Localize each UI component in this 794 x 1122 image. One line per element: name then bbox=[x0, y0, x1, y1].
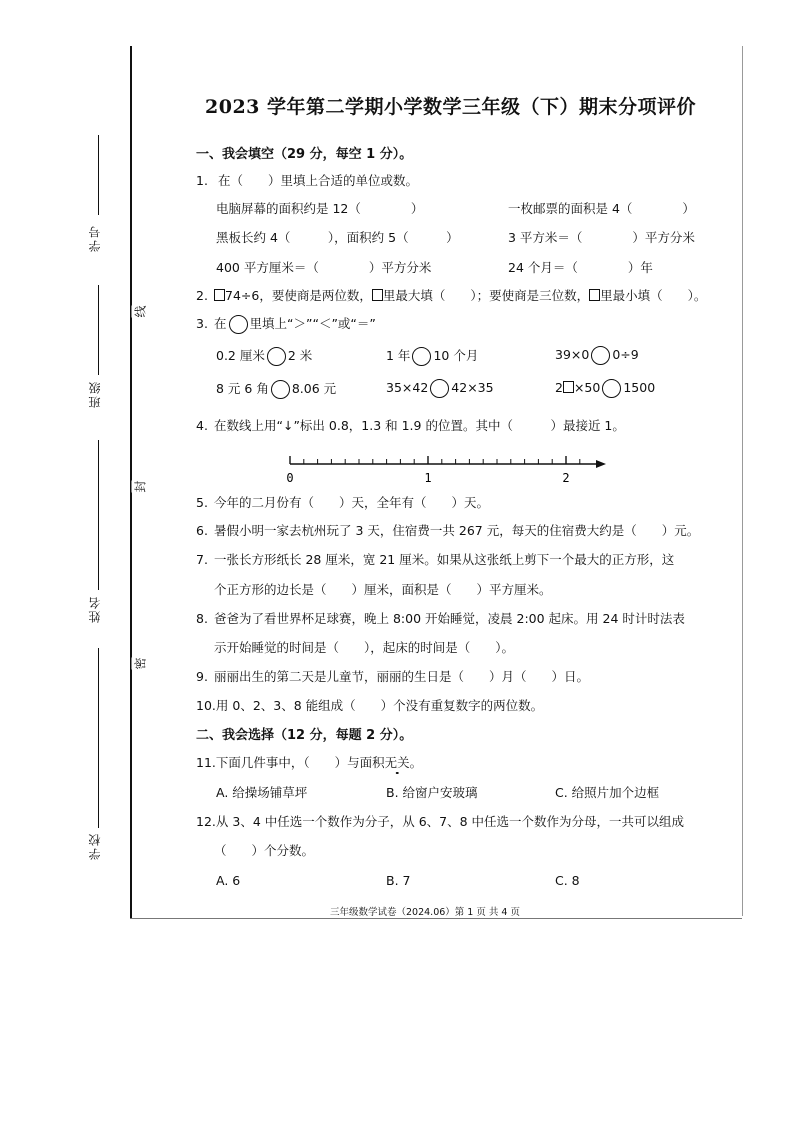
q4-text: 在数线上用“↓”标出 0.8，1.3 和 1.9 的位置。其中（ ）最接近 1。 bbox=[214, 418, 625, 433]
student-id-label: 学号 bbox=[88, 224, 102, 252]
q1-row1-left: 电脑屏幕的面积约是 12（ ） bbox=[216, 201, 424, 216]
section-2-heading: 二、我会选择（12 分，每题 2 分）。 bbox=[196, 728, 413, 743]
class-label: 班级 bbox=[88, 380, 102, 408]
q11-part3: 。 bbox=[409, 755, 423, 770]
q3-part2: 里填上“＞”“＜”或“＝” bbox=[249, 316, 376, 331]
q1-row1-right: 一枚邮票的面积是 4（ ） bbox=[508, 201, 695, 216]
name-blank bbox=[98, 440, 99, 590]
q2-part3: 里最小填（ ）。 bbox=[600, 288, 707, 303]
q3-stem bbox=[196, 314, 376, 334]
tick-label-0: 0 bbox=[286, 471, 294, 485]
q1-row2-right: 3 平方米＝（ ）平方分米 bbox=[508, 230, 695, 245]
q12-line2: （ ）个分数。 bbox=[214, 843, 315, 858]
q1-number: 1. bbox=[196, 173, 208, 188]
page-right-edge bbox=[742, 46, 743, 916]
q3-item-d: 8 元 6 角 8.06 元 bbox=[216, 379, 336, 399]
blank-box-icon bbox=[372, 289, 383, 301]
q11-option-b: B. 给窗户安玻璃 bbox=[386, 785, 478, 800]
q3-item-b: 1 年 10 个月 bbox=[386, 346, 478, 366]
q1-row2-left: 黑板长约 4（ ），面积约 5（ ） bbox=[216, 230, 459, 245]
q7-number: 7. bbox=[196, 552, 208, 567]
q7-line2: 个正方形的边长是（ ）厘米，面积是（ ）平方厘米。 bbox=[214, 582, 552, 597]
blank-box-icon bbox=[563, 381, 574, 393]
q11-number: 11. bbox=[196, 755, 216, 770]
q9 bbox=[196, 667, 589, 685]
q4-stem bbox=[196, 416, 625, 434]
q5 bbox=[196, 493, 489, 511]
q12-option-b: B. 7 bbox=[386, 873, 411, 888]
seal-feng: 封 bbox=[133, 480, 148, 493]
compare-circle-icon bbox=[591, 346, 610, 365]
q11-part1: 下面几件事中，（ ）与面积 bbox=[215, 755, 385, 770]
q12-option-a: A. 6 bbox=[216, 873, 241, 888]
q11 bbox=[196, 753, 422, 771]
name-label: 姓名 bbox=[88, 595, 102, 623]
number-line bbox=[280, 450, 610, 486]
q3-item-e: 35×42 42×35 bbox=[386, 379, 494, 398]
q11-emphasis: 无关 bbox=[384, 755, 410, 770]
seal-xian: 线 bbox=[133, 305, 148, 318]
q4-number: 4. bbox=[196, 418, 208, 433]
seal-mi: 密 bbox=[133, 657, 148, 670]
q2-number: 2. bbox=[196, 288, 208, 303]
q1-text: 在（ ）里填上合适的单位或数。 bbox=[217, 173, 418, 188]
q9-text: 丽丽出生的第二天是儿童节，丽丽的生日是（ ）月（ ）日。 bbox=[214, 669, 590, 684]
student-id-blank bbox=[98, 135, 99, 215]
blank-box-icon bbox=[589, 289, 600, 301]
q3-number: 3. bbox=[196, 316, 208, 331]
q8-line2: 示开始睡觉的时间是（ ），起床的时间是（ ）。 bbox=[214, 640, 515, 655]
page-footer: 三年级数学试卷（2024.06）第 1 页 共 4 页 bbox=[330, 907, 520, 918]
q12-line1 bbox=[196, 812, 684, 830]
compare-circle-icon bbox=[430, 379, 449, 398]
tick-label-1: 1 bbox=[424, 471, 432, 485]
q8-text1: 爸爸为了看世界杯足球赛，晚上 8:00 开始睡觉，凌晨 2:00 起床。用 24 时计时法表 bbox=[214, 611, 685, 626]
q10-number: 10. bbox=[196, 698, 216, 713]
q12-number: 12. bbox=[196, 814, 216, 829]
q3-part1: 在 bbox=[214, 316, 227, 331]
q12-option-c: C. 8 bbox=[555, 873, 580, 888]
q8-number: 8. bbox=[196, 611, 208, 626]
q2 bbox=[196, 286, 706, 304]
q1-row3-right: 24 个月＝（ ）年 bbox=[508, 260, 653, 275]
q1-row3-left: 400 平方厘米＝（ ）平方分米 bbox=[216, 260, 432, 275]
page-bottom-edge bbox=[130, 918, 742, 919]
q9-number: 9. bbox=[196, 669, 208, 684]
q7-line1 bbox=[196, 550, 674, 568]
compare-circle-icon bbox=[267, 347, 286, 366]
q3-item-f: 2 ×50 1500 bbox=[555, 379, 655, 398]
q7-text1: 一张长方形纸长 28 厘米，宽 21 厘米。如果从这张纸上剪下一个最大的正方形，这 bbox=[214, 552, 675, 567]
school-label: 学校 bbox=[88, 832, 102, 860]
q1-stem bbox=[196, 171, 418, 189]
q10-text: 用 0、2、3、8 能组成（ ）个没有重复数字的两位数。 bbox=[215, 698, 544, 713]
q10 bbox=[196, 696, 543, 714]
q8-line1 bbox=[196, 609, 685, 627]
q3-item-c: 39×0 0÷9 bbox=[555, 346, 639, 365]
compare-circle-icon bbox=[602, 379, 621, 398]
compare-circle-icon bbox=[412, 347, 431, 366]
q2-part2: 里最大填（ ）；要使商是三位数， bbox=[382, 288, 590, 303]
tick-label-2: 2 bbox=[562, 471, 570, 485]
q11-option-a: A. 给操场铺草坪 bbox=[216, 785, 308, 800]
q5-number: 5. bbox=[196, 495, 208, 510]
q6 bbox=[196, 521, 699, 539]
q12-text1: 从 3、4 中任选一个数作为分子，从 6、7、8 中任选一个数作为分母，一共可以组成 bbox=[215, 814, 685, 829]
compare-circle-icon bbox=[271, 380, 290, 399]
page-title: 2023 学年第二学期小学数学三年级（下）期末分项评价 bbox=[205, 96, 696, 118]
compare-circle-icon bbox=[229, 315, 248, 334]
q6-text: 暑假小明一家去杭州玩了 3 天，住宿费一共 267 元，每天的住宿费大约是（ ）元。 bbox=[214, 523, 700, 538]
q3-item-a: 0.2 厘米 2 米 bbox=[216, 346, 312, 366]
q11-option-c: C. 给照片加个边框 bbox=[555, 785, 660, 800]
q5-text: 今年的二月份有（ ）天，全年有（ ）天。 bbox=[214, 495, 490, 510]
school-blank bbox=[98, 648, 99, 828]
blank-box-icon bbox=[214, 289, 225, 301]
class-blank bbox=[98, 285, 99, 375]
q6-number: 6. bbox=[196, 523, 208, 538]
q2-part1: 74÷6，要使商是两位数， bbox=[225, 288, 372, 303]
section-1-heading: 一、我会填空（29 分，每空 1 分）。 bbox=[196, 147, 413, 162]
